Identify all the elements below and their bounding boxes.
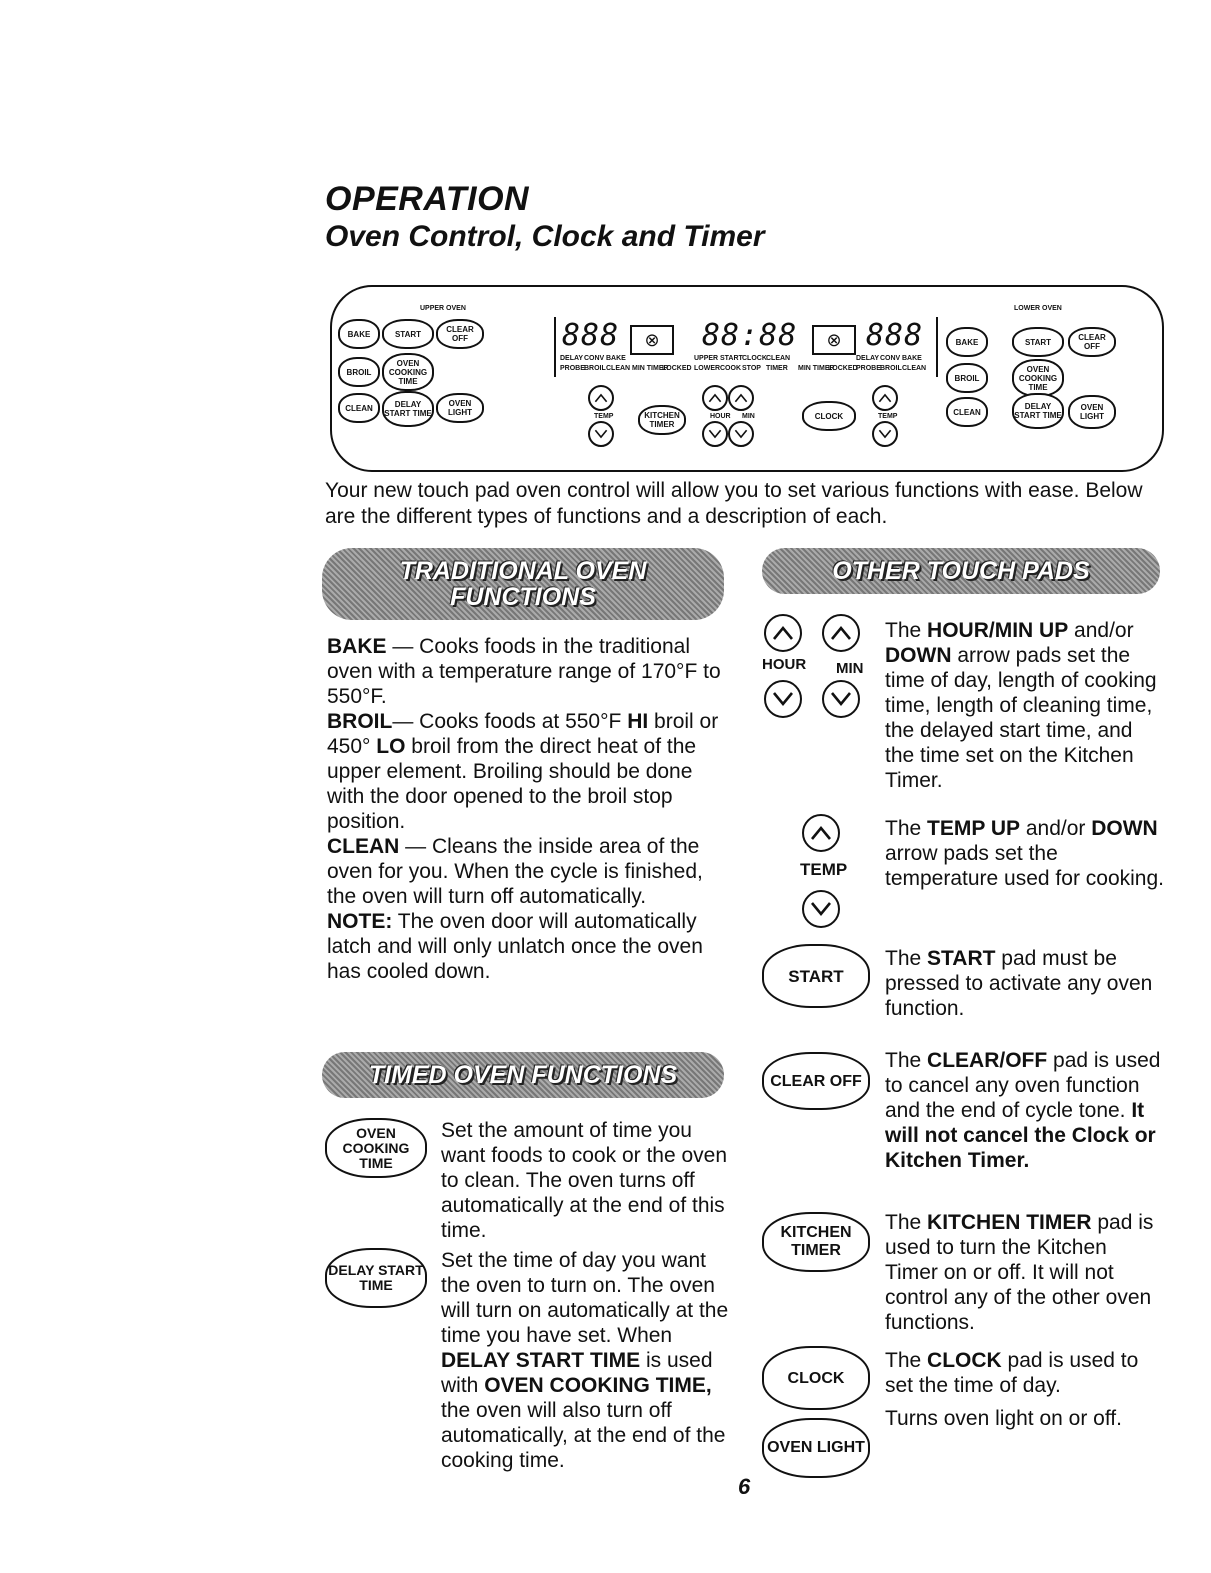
left-status-text: CONV bbox=[584, 355, 605, 362]
bake-description: — Cooks foods in the traditional oven with a temperature range of 170°F to 550°F. bbox=[327, 635, 721, 708]
oven-light-pad[interactable]: OVEN LIGHT bbox=[762, 1418, 870, 1478]
delay-start-time-pad[interactable]: DELAY START TIME bbox=[325, 1248, 427, 1308]
broil-term: BROIL bbox=[327, 710, 393, 733]
start-text: pad must be pressed to activate any oven function. bbox=[885, 947, 1153, 1020]
traditional-banner-text: TRADITIONAL OVEN FUNCTIONS bbox=[399, 557, 647, 611]
center-status-text: START bbox=[720, 355, 743, 362]
right-status-text: CLEAN bbox=[902, 365, 927, 372]
timed-banner bbox=[322, 1052, 724, 1098]
center-status-text: CLOCK bbox=[742, 355, 767, 362]
right-status-text: DELAY bbox=[856, 355, 880, 362]
oven-light-description: Turns oven light on or off. bbox=[885, 1407, 1122, 1430]
control-panel-illustration bbox=[330, 285, 1164, 472]
hourmin-text: arrow pads set the time of day, length of cooking time, length of cleaning time, the delayed start time, and the time set on the Kitchen Timer. bbox=[885, 644, 1157, 792]
clock-pad[interactable]: CLOCK bbox=[802, 401, 856, 431]
center-status-text: LOWER bbox=[694, 365, 721, 372]
hourmin-term: HOUR/MIN UP bbox=[927, 619, 1069, 642]
kitchen-timer-pad[interactable]: KITCHEN TIMER bbox=[638, 405, 686, 435]
upper-temp-up-arrow-icon[interactable] bbox=[588, 385, 614, 411]
left-status-text: MIN TIMER bbox=[632, 365, 669, 372]
right-status-text: PROBE bbox=[856, 365, 881, 372]
lower-bake-pad[interactable]: BAKE bbox=[946, 327, 988, 357]
lower-temp-up-arrow-icon[interactable] bbox=[872, 385, 898, 411]
clear-off-pad[interactable]: CLEAR OFF bbox=[762, 1052, 870, 1110]
lower-delay-start-time-pad[interactable]: DELAY START TIME bbox=[1012, 393, 1064, 429]
delay-text: is used with bbox=[441, 1349, 713, 1397]
convection-fan-icon-right: ⊗ bbox=[812, 325, 856, 355]
center-status-text: COOK bbox=[720, 365, 741, 372]
upper-bake-pad[interactable]: BAKE bbox=[338, 319, 380, 349]
broil-description: broil from the direct heat of the upper element. Broiling should be done with the door opened to the broil stop position. bbox=[327, 735, 697, 833]
clock-text: pad is used to set the time of day. bbox=[885, 1349, 1139, 1397]
delay-term: OVEN COOKING TIME, bbox=[484, 1374, 712, 1397]
temp-text: and/or bbox=[1020, 817, 1092, 840]
delay-term: DELAY START TIME bbox=[441, 1349, 641, 1372]
start-description bbox=[885, 946, 1165, 1021]
hourmin-text: and/or bbox=[1068, 619, 1134, 642]
hour-down-arrow-icon[interactable] bbox=[702, 421, 728, 447]
section-heading: OPERATION bbox=[325, 180, 530, 218]
clock-term: CLOCK bbox=[927, 1349, 1002, 1372]
temp-label: TEMP bbox=[800, 860, 848, 879]
traditional-banner bbox=[322, 548, 724, 620]
clean-description: — Cleans the inside area of the oven for you. When the cycle is finished, the oven will turn off automatically. bbox=[327, 835, 703, 908]
temp-term: DOWN bbox=[1091, 817, 1158, 840]
temp-term: TEMP UP bbox=[927, 817, 1020, 840]
note-term: NOTE: bbox=[327, 910, 393, 933]
upper-clean-pad[interactable]: CLEAN bbox=[338, 393, 380, 423]
left-status-text: BAKE bbox=[606, 355, 626, 362]
right-status-text: CONV bbox=[880, 355, 901, 362]
left-status-text: CLEAN bbox=[606, 365, 631, 372]
delay-start-time-text bbox=[441, 1248, 731, 1473]
min-down-arrow-icon[interactable] bbox=[822, 680, 860, 718]
upper-temp-label: TEMP bbox=[594, 413, 614, 420]
temp-down-arrow-icon[interactable] bbox=[802, 890, 840, 928]
upper-oven-cooking-time-pad[interactable]: OVEN COOKING TIME bbox=[382, 353, 434, 391]
clear-warning: It will not cancel the Clock or Kitchen Timer. bbox=[885, 1099, 1156, 1172]
clock-pad[interactable]: CLOCK bbox=[762, 1346, 870, 1410]
center-status-text: CLEAN bbox=[766, 355, 791, 362]
kitchen-text: The bbox=[885, 1211, 928, 1234]
hour-min-description bbox=[885, 618, 1165, 793]
start-term: START bbox=[927, 947, 996, 970]
upper-broil-pad[interactable]: BROIL bbox=[338, 357, 380, 387]
hour-up-arrow-icon[interactable] bbox=[764, 614, 802, 652]
min-up-arrow-icon[interactable] bbox=[822, 614, 860, 652]
right-display-digits: 888 bbox=[866, 318, 924, 353]
upper-delay-start-time-pad[interactable]: DELAY START TIME bbox=[382, 391, 434, 427]
hour-label: HOUR bbox=[762, 656, 807, 673]
hour-down-arrow-icon[interactable] bbox=[764, 680, 802, 718]
lower-oven-cooking-time-pad[interactable]: OVEN COOKING TIME bbox=[1012, 359, 1064, 397]
right-status-text: LOCKED bbox=[828, 365, 858, 372]
page-number: 6 bbox=[738, 1474, 751, 1499]
left-status-text: PROBE bbox=[560, 365, 585, 372]
center-status-text: TIMER bbox=[766, 365, 788, 372]
clear-text: pad is used to cancel any oven function and the end of cycle tone. bbox=[885, 1049, 1161, 1122]
hour-up-arrow-icon[interactable] bbox=[702, 385, 728, 411]
center-status-text: UPPER bbox=[694, 355, 719, 362]
upper-clear-off-pad[interactable]: CLEAR OFF bbox=[436, 319, 484, 349]
section-subheading: Oven Control, Clock and Timer bbox=[325, 220, 765, 253]
lower-temp-down-arrow-icon[interactable] bbox=[872, 421, 898, 447]
start-pad[interactable]: START bbox=[762, 944, 870, 1008]
delay-text: Set the time of day you want the oven to turn on. The oven will turn on automatically at the time you have set. When bbox=[441, 1249, 729, 1347]
intro-paragraph: Your new touch pad oven control will allow you to set various functions with ease. Below are the different types of functions and a description of each. bbox=[325, 479, 1143, 528]
lower-clean-pad[interactable]: CLEAN bbox=[946, 397, 988, 427]
other-banner bbox=[762, 548, 1160, 594]
temp-text: The bbox=[885, 817, 928, 840]
oven-cooking-time-text: Set the amount of time you want foods to cook or the oven to clean. The oven turns off automatically at the end of this time. bbox=[441, 1119, 728, 1242]
center-status-text: STOP bbox=[742, 365, 761, 372]
upper-start-pad[interactable]: START bbox=[382, 319, 434, 349]
lower-clear-off-pad[interactable]: CLEAR OFF bbox=[1068, 327, 1116, 357]
lower-temp-label: TEMP bbox=[878, 413, 898, 420]
note-description: The oven door will automatically latch and will only unlatch once the oven has cooled down. bbox=[327, 910, 703, 983]
hourmin-text: The bbox=[885, 619, 928, 642]
broil-lo: LO bbox=[376, 735, 406, 758]
hourmin-term: DOWN bbox=[885, 644, 952, 667]
upper-temp-down-arrow-icon[interactable] bbox=[588, 421, 614, 447]
clear-term: CLEAR/OFF bbox=[927, 1049, 1048, 1072]
right-status-text: MIN TIMER bbox=[798, 365, 835, 372]
kitchen-timer-description bbox=[885, 1210, 1165, 1335]
lower-oven-label: LOWER OVEN bbox=[1014, 305, 1062, 312]
clear-off-description bbox=[885, 1048, 1165, 1173]
right-status-text: BROIL bbox=[880, 365, 902, 372]
convection-fan-icon: ⊗ bbox=[630, 325, 674, 355]
clear-text: The bbox=[885, 1049, 928, 1072]
kitchen-text: pad is used to turn the Kitchen Timer on or off. It will not control any of the other oven functions. bbox=[885, 1211, 1154, 1334]
kitchen-term: KITCHEN TIMER bbox=[927, 1211, 1092, 1234]
temp-up-arrow-icon[interactable] bbox=[802, 814, 840, 852]
min-up-arrow-icon[interactable] bbox=[728, 385, 754, 411]
temp-description bbox=[885, 816, 1165, 891]
delay-text: the oven will also turn off automatically, at the end of the cooking time. bbox=[441, 1399, 726, 1472]
traditional-functions-text bbox=[327, 634, 727, 984]
clean-term: CLEAN bbox=[327, 835, 400, 858]
lower-oven-light-pad[interactable]: OVEN LIGHT bbox=[1068, 395, 1116, 429]
left-display-digits: 888 bbox=[562, 318, 620, 353]
min-label: MIN bbox=[836, 660, 864, 677]
lower-start-pad[interactable]: START bbox=[1012, 327, 1064, 357]
center-display-digits: 88:88 bbox=[702, 318, 798, 353]
bake-term: BAKE bbox=[327, 635, 387, 658]
min-down-arrow-icon[interactable] bbox=[728, 421, 754, 447]
upper-oven-label: UPPER OVEN bbox=[420, 305, 466, 312]
kitchen-timer-pad[interactable]: KITCHEN TIMER bbox=[762, 1212, 870, 1272]
lower-broil-pad[interactable]: BROIL bbox=[946, 363, 988, 393]
oven-cooking-time-pad[interactable]: OVEN COOKING TIME bbox=[325, 1118, 427, 1178]
clock-description bbox=[885, 1348, 1165, 1398]
temp-text: arrow pads set the temperature used for cooking. bbox=[885, 842, 1164, 890]
left-status-text: LOCKED bbox=[662, 365, 692, 372]
clock-text: The bbox=[885, 1349, 928, 1372]
left-status-text: BROIL bbox=[584, 365, 606, 372]
timed-banner-text: TIMED OVEN FUNCTIONS bbox=[368, 1061, 678, 1089]
hour-label: HOUR bbox=[710, 413, 731, 420]
right-status-text: BAKE bbox=[902, 355, 922, 362]
min-label: MIN bbox=[742, 413, 755, 420]
left-status-text: DELAY bbox=[560, 355, 584, 362]
broil-hi: HI bbox=[627, 710, 649, 733]
broil-description: broil or 450° bbox=[327, 710, 719, 758]
broil-description: — Cooks foods at 550°F bbox=[392, 710, 628, 733]
other-banner-text: OTHER TOUCH PADS bbox=[832, 557, 1090, 585]
upper-oven-light-pad[interactable]: OVEN LIGHT bbox=[436, 393, 484, 423]
start-text: The bbox=[885, 947, 928, 970]
